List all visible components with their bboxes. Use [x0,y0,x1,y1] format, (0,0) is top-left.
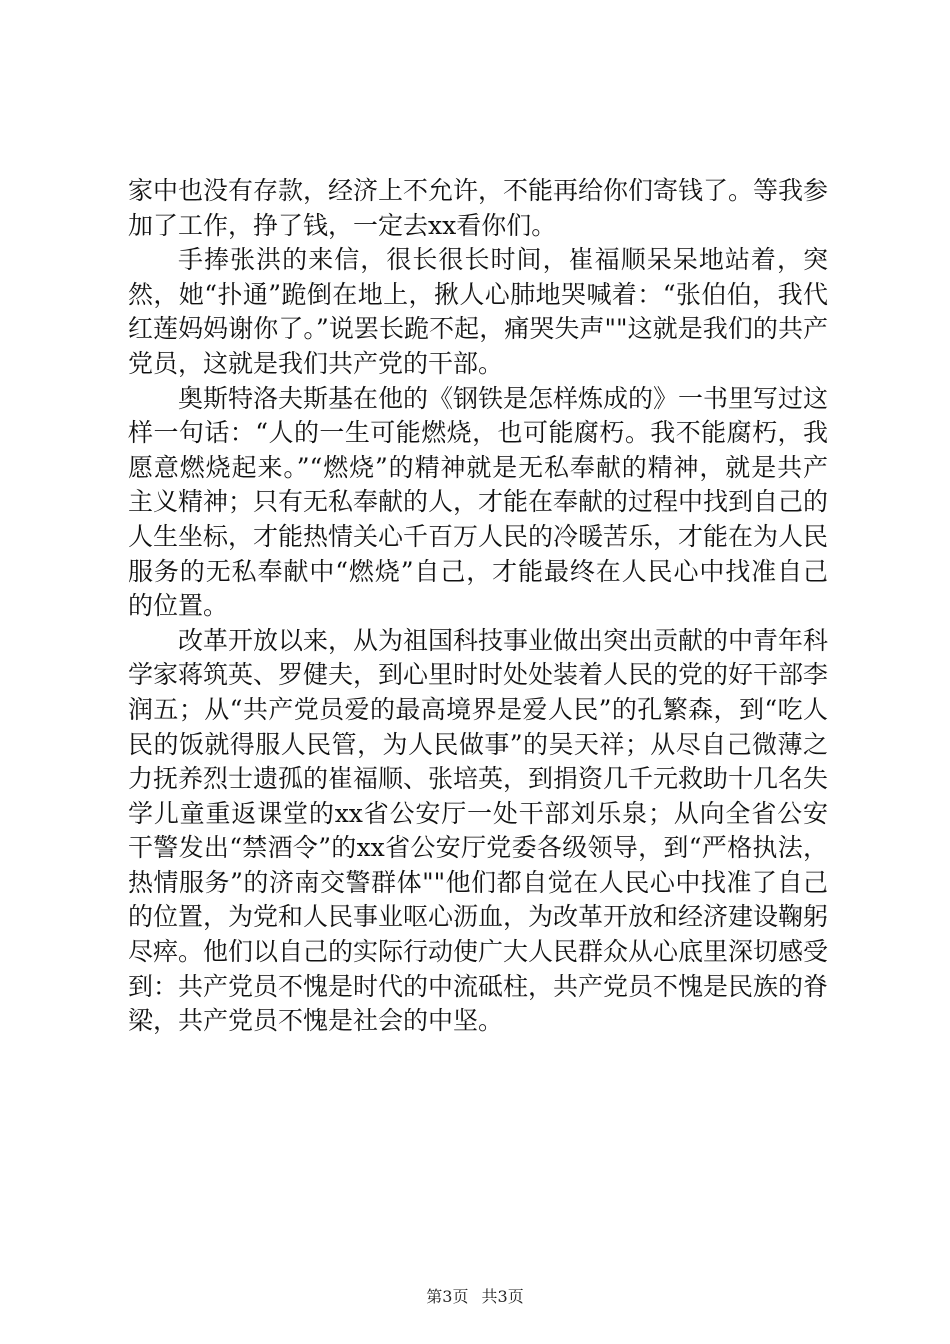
page-number-current: 第3页 [426,1287,469,1306]
paragraph-continued: 家中也没有存款，经济上不允许，不能再给你们寄钱了。等我参加了工作，挣了钱，一定去xx看你们。 [128,176,829,240]
paragraph-ostrovsky-quote: 奥斯特洛夫斯基在他的《钢铁是怎样炼成的》一书里写过这样一句话：“人的一生可能燃烧，也可能腐朽。我不能腐朽，我愿意燃烧起来。”“燃烧”的精神就是无私奉献的精神，就是共产主义精神；只有无私奉献的人，才能在奉献的过程中找到自己的人生坐标，才能热情关心千百万人民的冷暖苦乐，才能在为人民服务的无私奉献中“燃烧”自己，才能最终在人民心中找准自己的位置。 [128,383,829,621]
page-number-total: 共3页 [481,1287,524,1306]
page-footer [0,1284,950,1307]
paragraph-reform-examples: 改革开放以来，从为祖国科技事业做出突出贡献的中青年科学家蒋筑英、罗健夫，到心里时时处处装着人民的党的好干部李润五；从“共产党员爱的最高境界是爱人民”的孔繁森，到“吃人民的饭就得服人民管，为人民做事”的吴天祥；从尽自己微薄之力抚养烈士遗孤的崔福顺、张培英，到捐资几千元救助十几名失学儿童重返课堂的xx省公安厅一处干部刘乐泉；从向全省公安干警发出“禁酒令”的xx省公安厅党委各级领导，到“严格执法，热情服务”的济南交警群体""他们都自觉在人民心中找准了自己的位置，为党和人民事业呕心沥血，为改革开放和经济建设鞠躬尽瘁。他们以自己的实际行动使广大人民群众从心底里深切感受到：共产党员不愧是时代的中流砥柱，共产党员不愧是民族的脊梁，共产党员不愧是社会的中坚。 [128,625,829,1036]
paragraph-letter-reaction: 手捧张洪的来信，很长很长时间，崔福顺呆呆地站着，突然，她“扑通”跪倒在地上，揪人心肺地哭喊着：“张伯伯，我代红莲妈妈谢你了。”说罢长跪不起，痛哭失声""这就是我们的共产党员，这就是我们共产党的干部。 [128,245,828,378]
document-body [128,174,828,1039]
